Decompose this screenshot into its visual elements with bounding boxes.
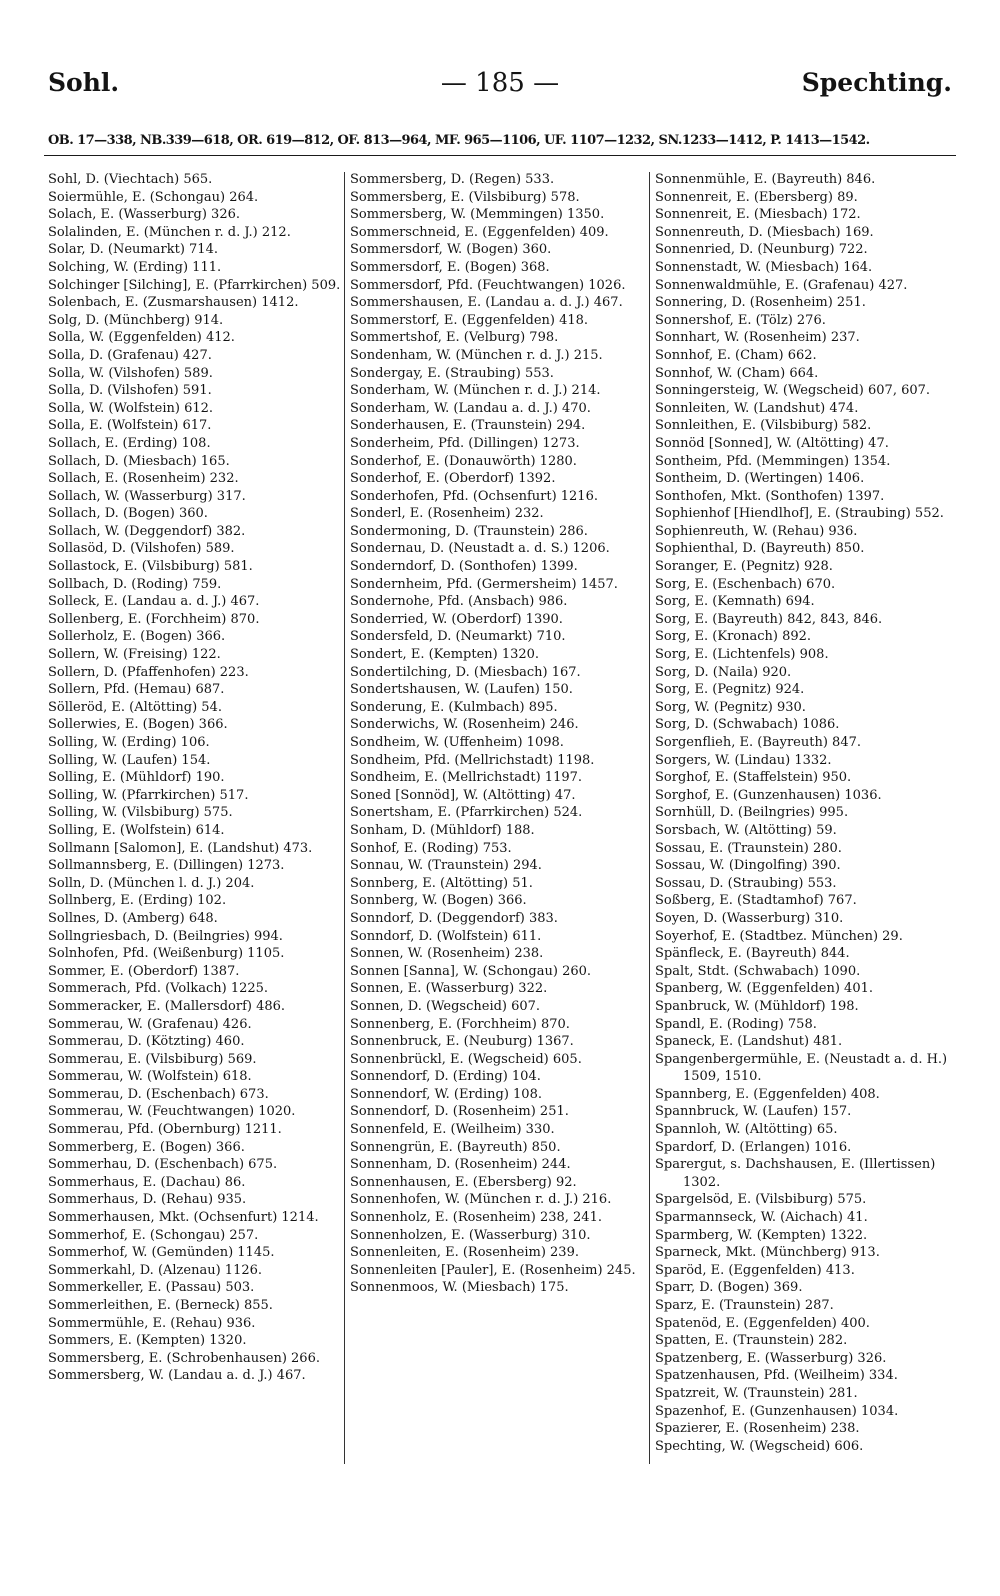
gazetteer-entry: Sondernheim, Pfd. (Germersheim) 1457. <box>350 576 618 592</box>
gazetteer-entry: Sonnenholz, E. (Rosenheim) 238, 241. <box>350 1210 602 1226</box>
gazetteer-entry: Sollasöd, D. (Vilshofen) 589. <box>48 541 235 557</box>
gazetteer-entry: Sparmannseck, W. (Aichach) 41. <box>655 1210 868 1226</box>
gazetteer-entry: Sonhof, E. (Roding) 753. <box>350 840 512 856</box>
gazetteer-entry: Solla, W. (Vilshofen) 589. <box>48 365 213 381</box>
gazetteer-entry: Sonnendorf, W. (Erding) 108. <box>350 1086 542 1102</box>
gazetteer-entry: Sommersberg, E. (Schrobenhausen) 266. <box>48 1350 320 1366</box>
gazetteer-entry: Sommerau, W. (Feuchtwangen) 1020. <box>48 1104 296 1120</box>
gazetteer-entry: Solg, D. (Münchberg) 914. <box>48 312 224 328</box>
gazetteer-entry: Sollerholz, E. (Bogen) 366. <box>48 629 226 645</box>
gazetteer-entry: Sollach, D. (Miesbach) 165. <box>48 453 230 469</box>
gazetteer-entry: Sonham, D. (Mühldorf) 188. <box>350 822 535 838</box>
gazetteer-entry: Sommerau, D. (Eschenbach) 673. <box>48 1086 269 1102</box>
gazetteer-entry: Sossau, W. (Dingolfing) 390. <box>655 858 841 874</box>
column-divider <box>649 172 650 1464</box>
gazetteer-entry: Sommersdorf, E. (Bogen) 368. <box>350 259 550 275</box>
gazetteer-entry: Sommers, E. (Kempten) 1320. <box>48 1333 247 1349</box>
gazetteer-entry: Sondheim, Pfd. (Mellrichstadt) 1198. <box>350 752 595 768</box>
gazetteer-entry: Sommerhau, D. (Eschenbach) 675. <box>48 1157 278 1173</box>
gazetteer-entry: Sölleröd, E. (Altötting) 54. <box>48 699 222 715</box>
gazetteer-entry: Spatenöd, E. (Eggenfelden) 400. <box>655 1315 870 1331</box>
gazetteer-entry: Solling, E. (Wolfstein) 614. <box>48 822 225 838</box>
gazetteer-entry: Sommerhausen, Mkt. (Ochsenfurt) 1214. <box>48 1210 319 1226</box>
gazetteer-entry: Sommerau, D. (Kötzting) 460. <box>48 1034 245 1050</box>
gazetteer-entry: Sollern, W. (Freising) 122. <box>48 647 221 663</box>
gazetteer-entry: Sonnendorf, D. (Rosenheim) 251. <box>350 1104 569 1120</box>
gazetteer-entry: Sonderried, W. (Oberdorf) 1390. <box>350 611 563 627</box>
gazetteer-entry: Sorghof, E. (Gunzenhausen) 1036. <box>655 787 882 803</box>
gazetteer-entry: Sommersberg, W. (Landau a. d. J.) 467. <box>48 1368 306 1384</box>
gazetteer-entry: Sonderhausen, E. (Traunstein) 294. <box>350 418 586 434</box>
gazetteer-entry: Sonderl, E. (Rosenheim) 232. <box>350 506 544 522</box>
gazetteer-entry: Solla, E. (Wolfstein) 617. <box>48 418 212 434</box>
gazetteer-entry: Sorg, E. (Kronach) 892. <box>655 629 812 645</box>
gazetteer-entry: Sparneck, Mkt. (Münchberg) 913. <box>655 1245 880 1261</box>
gazetteer-entry: Sorg, E. (Pegnitz) 924. <box>655 682 805 698</box>
gazetteer-entry: Sommerau, W. (Grafenau) 426. <box>48 1016 252 1032</box>
gazetteer-entry: Sommertshof, E. (Velburg) 798. <box>350 330 559 346</box>
gazetteer-entry: Sollern, Pfd. (Hemau) 687. <box>48 682 225 698</box>
gazetteer-entry: Sonnberg, W. (Bogen) 366. <box>350 893 527 909</box>
gazetteer-entry: Sonderung, E. (Kulmbach) 895. <box>350 699 558 715</box>
gazetteer-entry: Sorg, D. (Schwabach) 1086. <box>655 717 840 733</box>
gazetteer-entry: Sparergut, s. Dachshausen, E. (Illertissen) 1302. <box>655 1157 936 1190</box>
gazetteer-entry: Soned [Sonnöd], W. (Altötting) 47. <box>350 787 576 803</box>
column-divider <box>344 172 345 1464</box>
gazetteer-entry: Sommershausen, E. (Landau a. d. J.) 467. <box>350 295 623 311</box>
gazetteer-entry: Sommerberg, E. (Bogen) 366. <box>48 1139 245 1155</box>
gazetteer-entry: Sondheim, W. (Uffenheim) 1098. <box>350 735 564 750</box>
gazetteer-entry: Sondermoning, D. (Traunstein) 286. <box>350 523 588 539</box>
gazetteer-entry: Sollach, E. (Erding) 108. <box>48 435 211 451</box>
gazetteer-entry: Spangenbergermühle, E. (Neustadt a. d. H.) 1509, 1510. <box>655 1051 948 1085</box>
gazetteer-entry: Sommersdorf, W. (Bogen) 360. <box>350 242 552 258</box>
gazetteer-entry: Solenbach, E. (Zusmarshausen) 1412. <box>48 295 299 311</box>
gazetteer-entry: Sonningersteig, W. (Wegscheid) 607, 607. <box>655 383 931 399</box>
gazetteer-entry: Sornhüll, D. (Beilngries) 995. <box>655 805 849 821</box>
gazetteer-entry: Sonnen, W. (Rosenheim) 238. <box>350 946 544 962</box>
district-page-ranges: OB. 17—338, NB.339—618, OR. 619—812, OF. 813—964, MF. 965—1106, UF. 1107—1232, SN.1233—1412, P. 1413—1542. <box>48 133 870 148</box>
gazetteer-entry: Sonnhof, E. (Cham) 662. <box>655 347 817 363</box>
gazetteer-entry: Sonnöd [Sonned], W. (Altötting) 47. <box>655 435 889 451</box>
header-rule <box>44 155 956 156</box>
gazetteer-entry: Spatten, E. (Traunstein) 282. <box>655 1333 848 1349</box>
gazetteer-entry: Solling, W. (Erding) 106. <box>48 735 210 750</box>
gazetteer-entry: Solla, W. (Eggenfelden) 412. <box>48 330 235 346</box>
gazetteer-entry: Spaneck, E. (Landshut) 481. <box>655 1034 843 1050</box>
page-header <box>48 68 952 108</box>
gazetteer-entry: Sommersdorf, Pfd. (Feuchtwangen) 1026. <box>350 277 626 293</box>
gazetteer-entry: Sorg, W. (Pegnitz) 930. <box>655 699 806 715</box>
gazetteer-entry: Sondheim, E. (Mellrichstadt) 1197. <box>350 770 583 786</box>
gazetteer-entry: Sonnenreuth, D. (Miesbach) 169. <box>655 224 874 240</box>
gazetteer-entry: Sondertilching, D. (Miesbach) 167. <box>350 664 581 680</box>
gazetteer-entry: Sorgenflieh, E. (Bayreuth) 847. <box>655 735 861 750</box>
gazetteer-entry: Sommerau, E. (Vilsbiburg) 569. <box>48 1051 257 1067</box>
gazetteer-entry: Sommerkahl, D. (Alzenau) 1126. <box>48 1262 263 1278</box>
gazetteer-entry: Sonertsham, E. (Pfarrkirchen) 524. <box>350 805 583 821</box>
gazetteer-entry: Sonderheim, Pfd. (Dillingen) 1273. <box>350 435 580 451</box>
gazetteer-entry: Sonderhofen, Pfd. (Ochsenfurt) 1216. <box>350 488 598 504</box>
gazetteer-entry: Spatzenberg, E. (Wasserburg) 326. <box>655 1350 887 1366</box>
gazetteer-entry: Sonnershof, E. (Tölz) 276. <box>655 312 826 328</box>
gazetteer-entry: Spänfleck, E. (Bayreuth) 844. <box>655 946 850 962</box>
gazetteer-entry: Solalinden, E. (München r. d. J.) 212. <box>48 224 291 240</box>
gazetteer-entry: Sonderhof, E. (Oberdorf) 1392. <box>350 471 556 487</box>
gazetteer-entry: Soranger, E. (Pegnitz) 928. <box>655 559 833 575</box>
gazetteer-entry: Sonnenbruck, E. (Neuburg) 1367. <box>350 1034 574 1050</box>
gazetteer-entry: Sommerschneid, E. (Eggenfelden) 409. <box>350 224 609 240</box>
gazetteer-entry: Spazierer, E. (Rosenheim) 238. <box>655 1421 860 1437</box>
gazetteer-entry: Sonnenried, D. (Neunburg) 722. <box>655 242 868 258</box>
gazetteer-entry: Soyerhof, E. (Stadtbez. München) 29. <box>655 928 903 944</box>
gazetteer-entry: Soyen, D. (Wasserburg) 310. <box>655 910 844 926</box>
gazetteer-entry: Sollngriesbach, D. (Beilngries) 994. <box>48 928 283 944</box>
last-entry-keyword: Spechting. <box>801 68 952 97</box>
gazetteer-entry: Solar, D. (Neumarkt) 714. <box>48 242 218 258</box>
gazetteer-entry: Solach, E. (Wasserburg) 326. <box>48 207 240 223</box>
gazetteer-entry: Sollnes, D. (Amberg) 648. <box>48 910 218 926</box>
gazetteer-entry: Soßberg, E. (Stadtamhof) 767. <box>655 893 857 909</box>
gazetteer-entry: Sondergay, E. (Straubing) 553. <box>350 365 554 381</box>
gazetteer-entry: Sonndorf, D. (Wolfstein) 611. <box>350 928 542 944</box>
gazetteer-entry: Sonnenham, D. (Rosenheim) 244. <box>350 1157 571 1173</box>
gazetteer-entry: Sohl, D. (Viechtach) 565. <box>48 172 213 187</box>
gazetteer-entry: Sonnau, W. (Traunstein) 294. <box>350 858 542 874</box>
gazetteer-entry: Sonnenstadt, W. (Miesbach) 164. <box>655 259 873 275</box>
gazetteer-entry: Sommerhaus, D. (Rehau) 935. <box>48 1192 247 1208</box>
entries-column-1 <box>48 171 343 1385</box>
gazetteer-entry: Sommerstorf, E. (Eggenfelden) 418. <box>350 312 589 328</box>
gazetteer-entry: Sollerwies, E. (Bogen) 366. <box>48 717 228 733</box>
gazetteer-entry: Sollbach, D. (Roding) 759. <box>48 576 222 592</box>
gazetteer-entry: Sonnenhausen, E. (Ebersberg) 92. <box>350 1174 577 1190</box>
gazetteer-entry: Sonderhof, E. (Donauwörth) 1280. <box>350 453 577 469</box>
gazetteer-entry: Sossau, D. (Straubing) 553. <box>655 875 837 891</box>
gazetteer-entry: Sonnenleiten [Pauler], E. (Rosenheim) 245. <box>350 1262 636 1278</box>
gazetteer-entry: Sonnhart, W. (Rosenheim) 237. <box>655 330 860 346</box>
gazetteer-entry: Sonnering, D. (Rosenheim) 251. <box>655 295 866 311</box>
gazetteer-entry: Sorg, E. (Kemnath) 694. <box>655 594 815 610</box>
gazetteer-entry: Sondert, E. (Kempten) 1320. <box>350 647 540 663</box>
gazetteer-entry: Sommerau, W. (Wolfstein) 618. <box>48 1069 252 1085</box>
gazetteer-entry: Sonderham, W. (München r. d. J.) 214. <box>350 383 601 399</box>
gazetteer-entry: Solling, W. (Pfarrkirchen) 517. <box>48 787 249 803</box>
gazetteer-entry: Sollern, D. (Pfaffenhofen) 223. <box>48 664 249 680</box>
gazetteer-entry: Sorg, E. (Bayreuth) 842, 843, 846. <box>655 611 883 627</box>
gazetteer-entry: Sonnhof, W. (Cham) 664. <box>655 365 819 381</box>
gazetteer-entry: Sparr, D. (Bogen) 369. <box>655 1280 803 1296</box>
gazetteer-entry: Sonnenberg, E. (Forchheim) 870. <box>350 1016 570 1032</box>
gazetteer-entry: Sonnenreit, E. (Ebersberg) 89. <box>655 189 858 205</box>
gazetteer-entry: Sontheim, D. (Wertingen) 1406. <box>655 471 865 487</box>
gazetteer-entry: Sondernau, D. (Neustadt a. d. S.) 1206. <box>350 541 610 557</box>
gazetteer-entry: Spanberg, W. (Eggenfelden) 401. <box>655 981 873 997</box>
gazetteer-entry: Spandl, E. (Roding) 758. <box>655 1016 817 1032</box>
gazetteer-entry: Sollach, E. (Rosenheim) 232. <box>48 471 239 487</box>
gazetteer-entry: Sonderndorf, D. (Sonthofen) 1399. <box>350 559 578 575</box>
gazetteer-entry: Sonnleiten, W. (Landshut) 474. <box>655 400 859 416</box>
gazetteer-entry: Sonnen, E. (Wasserburg) 322. <box>350 981 548 997</box>
gazetteer-entry: Sonndorf, D. (Deggendorf) 383. <box>350 910 558 926</box>
gazetteer-entry: Solching, W. (Erding) 111. <box>48 259 222 275</box>
gazetteer-entry: Sparöd, E. (Eggenfelden) 413. <box>655 1262 855 1278</box>
gazetteer-entry: Spannbruck, W. (Laufen) 157. <box>655 1104 852 1120</box>
gazetteer-entry: Spatzenhausen, Pfd. (Weilheim) 334. <box>655 1368 898 1384</box>
gazetteer-entry: Solchinger [Silching], E. (Pfarrkirchen) 509. <box>48 277 341 293</box>
gazetteer-entry: Sonnen [Sanna], W. (Schongau) 260. <box>350 963 592 979</box>
gazetteer-entry: Sondertshausen, W. (Laufen) 150. <box>350 682 573 698</box>
gazetteer-entry: Sorsbach, W. (Altötting) 59. <box>655 822 837 838</box>
gazetteer-entry: Spanbruck, W. (Mühldorf) 198. <box>655 998 859 1014</box>
gazetteer-entry: Sonnen, D. (Wegscheid) 607. <box>350 998 541 1014</box>
gazetteer-entry: Solln, D. (München l. d. J.) 204. <box>48 875 255 891</box>
gazetteer-entry: Sommersberg, D. (Regen) 533. <box>350 172 555 187</box>
gazetteer-entry: Solla, D. (Vilshofen) 591. <box>48 383 212 399</box>
gazetteer-entry: Sollnberg, E. (Erding) 102. <box>48 893 227 909</box>
gazetteer-entry: Sommerhaus, E. (Dachau) 86. <box>48 1174 246 1190</box>
gazetteer-entry: Spazenhof, E. (Gunzenhausen) 1034. <box>655 1403 899 1419</box>
gazetteer-entry: Solla, D. (Grafenau) 427. <box>48 347 212 363</box>
gazetteer-entry: Soiermühle, E. (Schongau) 264. <box>48 189 259 205</box>
gazetteer-entry: Sondernohe, Pfd. (Ansbach) 986. <box>350 594 568 610</box>
gazetteer-entry: Solling, W. (Vilsbiburg) 575. <box>48 805 233 821</box>
gazetteer-entry: Sommerleithen, E. (Berneck) 855. <box>48 1298 273 1313</box>
gazetteer-entry: Sonderham, W. (Landau a. d. J.) 470. <box>350 400 591 416</box>
gazetteer-entry: Sonnenfeld, E. (Weilheim) 330. <box>350 1122 555 1138</box>
gazetteer-entry: Sonnberg, E. (Altötting) 51. <box>350 875 533 891</box>
gazetteer-entry: Sommerhof, W. (Gemünden) 1145. <box>48 1245 275 1261</box>
gazetteer-entry: Sommersberg, W. (Memmingen) 1350. <box>350 207 605 223</box>
gazetteer-entry: Solla, W. (Wolfstein) 612. <box>48 400 214 416</box>
gazetteer-entry: Sossau, E. (Traunstein) 280. <box>655 840 842 856</box>
gazetteer-entry: Sorghof, E. (Staffelstein) 950. <box>655 770 852 786</box>
gazetteer-entry: Sparmberg, W. (Kempten) 1322. <box>655 1227 868 1243</box>
gazetteer-entry: Sollach, W. (Deggendorf) 382. <box>48 523 246 539</box>
page-number: — 185 — <box>440 68 560 98</box>
gazetteer-entry: Sonderwichs, W. (Rosenheim) 246. <box>350 717 579 733</box>
gazetteer-entry: Sommeracker, E. (Mallersdorf) 486. <box>48 998 286 1014</box>
gazetteer-entry: Sparz, E. (Traunstein) 287. <box>655 1298 834 1313</box>
gazetteer-entry: Sondenham, W. (München r. d. J.) 215. <box>350 347 603 363</box>
gazetteer-entry: Sollenberg, E. (Forchheim) 870. <box>48 611 260 627</box>
gazetteer-entry: Solleck, E. (Landau a. d. J.) 467. <box>48 594 260 610</box>
entries-column-3 <box>655 171 955 1455</box>
gazetteer-entry: Spargelsöd, E. (Vilsbiburg) 575. <box>655 1192 867 1208</box>
gazetteer-entry: Sophienreuth, W. (Rehau) 936. <box>655 523 858 539</box>
gazetteer-entry: Spechting, W. (Wegscheid) 606. <box>655 1438 864 1454</box>
gazetteer-entry: Sommer, E. (Oberdorf) 1387. <box>48 963 240 979</box>
gazetteer-entry: Spannberg, E. (Eggenfelden) 408. <box>655 1086 880 1102</box>
gazetteer-entry: Sonnenmühle, E. (Bayreuth) 846. <box>655 172 876 187</box>
gazetteer-entry: Sommersberg, E. (Vilsbiburg) 578. <box>350 189 580 205</box>
gazetteer-entry: Sorg, D. (Naila) 920. <box>655 664 792 680</box>
gazetteer-entry: Sollastock, E. (Vilsbiburg) 581. <box>48 559 253 575</box>
gazetteer-entry: Sonnenhofen, W. (München r. d. J.) 216. <box>350 1192 612 1208</box>
gazetteer-entry: Sollach, D. (Bogen) 360. <box>48 506 208 522</box>
gazetteer-entry: Spatzreit, W. (Traunstein) 281. <box>655 1385 858 1401</box>
entries-column-2 <box>350 171 648 1297</box>
gazetteer-entry: Sommermühle, E. (Rehau) 936. <box>48 1315 256 1331</box>
gazetteer-entry: Solling, W. (Laufen) 154. <box>48 752 211 768</box>
gazetteer-entry: Solling, E. (Mühldorf) 190. <box>48 770 225 786</box>
gazetteer-entry: Spalt, Stdt. (Schwabach) 1090. <box>655 963 861 979</box>
gazetteer-entry: Sondersfeld, D. (Neumarkt) 710. <box>350 629 566 645</box>
gazetteer-entry: Sonnleithen, E. (Vilsbiburg) 582. <box>655 418 872 434</box>
gazetteer-entry: Sorg, E. (Lichtenfels) 908. <box>655 647 829 663</box>
gazetteer-entry: Sommerhof, E. (Schongau) 257. <box>48 1227 259 1243</box>
gazetteer-entry: Sophienhof [Hiendlhof], E. (Straubing) 552. <box>655 506 944 522</box>
gazetteer-entry: Sonnenwaldmühle, E. (Grafenau) 427. <box>655 277 908 293</box>
gazetteer-entry: Sonnenbrückl, E. (Wegscheid) 605. <box>350 1051 582 1067</box>
gazetteer-entry: Sonnenreit, E. (Miesbach) 172. <box>655 207 861 223</box>
gazetteer-entry: Solnhofen, Pfd. (Weißenburg) 1105. <box>48 946 285 962</box>
gazetteer-entry: Sophienthal, D. (Bayreuth) 850. <box>655 541 865 557</box>
gazetteer-entry: Sorg, E. (Eschenbach) 670. <box>655 576 836 592</box>
gazetteer-entry: Sonnengrün, E. (Bayreuth) 850. <box>350 1139 561 1155</box>
gazetteer-entry: Sonnenleiten, E. (Rosenheim) 239. <box>350 1245 579 1261</box>
gazetteer-entry: Spannloh, W. (Altötting) 65. <box>655 1122 838 1138</box>
gazetteer-entry: Sollmann [Salomon], E. (Landshut) 473. <box>48 840 313 856</box>
gazetteer-entry: Sonthofen, Mkt. (Sonthofen) 1397. <box>655 488 885 504</box>
gazetteer-entry: Sommerach, Pfd. (Volkach) 1225. <box>48 981 269 997</box>
gazetteer-entry: Sommerau, Pfd. (Obernburg) 1211. <box>48 1122 282 1138</box>
gazetteer-entry: Sorgers, W. (Lindau) 1332. <box>655 752 832 768</box>
gazetteer-entry: Sonnenmoos, W. (Miesbach) 175. <box>350 1280 569 1296</box>
gazetteer-entry: Sollach, W. (Wasserburg) 317. <box>48 488 246 504</box>
gazetteer-entry: Sommerkeller, E. (Passau) 503. <box>48 1280 255 1296</box>
gazetteer-entry: Sonnenholzen, E. (Wasserburg) 310. <box>350 1227 591 1243</box>
gazetteer-entry: Sontheim, Pfd. (Memmingen) 1354. <box>655 453 891 469</box>
gazetteer-entry: Sollmannsberg, E. (Dillingen) 1273. <box>48 858 285 874</box>
gazetteer-entry: Sonnendorf, D. (Erding) 104. <box>350 1069 541 1085</box>
first-entry-keyword: Sohl. <box>48 68 120 97</box>
gazetteer-entry: Spardorf, D. (Erlangen) 1016. <box>655 1139 852 1155</box>
